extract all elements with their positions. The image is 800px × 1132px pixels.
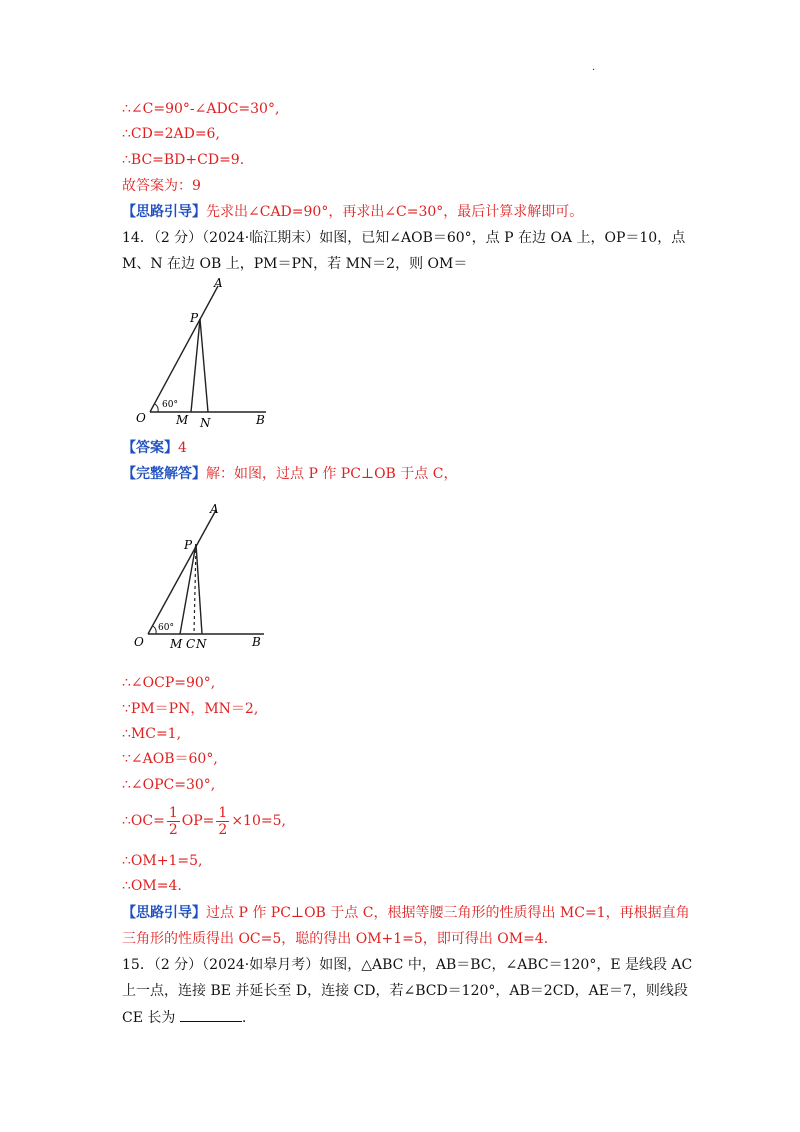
q14-answer bbox=[122, 438, 187, 458]
step-fraction bbox=[122, 804, 286, 838]
label-o: O bbox=[136, 411, 146, 425]
q15-line-1: 15．（2 分）（2024·如皋月考）如图，△ABC 中，AB＝BC，∠ABC＝120°，E 是线段 AC bbox=[122, 957, 693, 973]
solution-tag: 【完整解答】 bbox=[122, 466, 206, 482]
q15-line-2: 上一点，连接 BE 并延长至 D，连接 CD，若∠BCD＝120°，AB＝2CD，AE＝7，则线段 bbox=[122, 983, 688, 999]
q14-solution-intro bbox=[122, 464, 457, 484]
label-p: P bbox=[184, 538, 193, 552]
fraction-2 bbox=[216, 805, 229, 838]
q14-figure-2 bbox=[128, 500, 278, 656]
label-n: N bbox=[200, 416, 211, 430]
step-5: ∴∠OPC=30°, bbox=[122, 777, 216, 793]
label-m: M bbox=[176, 413, 189, 427]
hint-tag: 【思路引导】 bbox=[122, 905, 206, 921]
step-3: ∴MC=1, bbox=[122, 726, 182, 742]
answer-tag: 【答案】 bbox=[122, 440, 178, 456]
angle-arc bbox=[153, 626, 156, 634]
fraction-2-denominator: 2 bbox=[218, 821, 228, 838]
angle-arc bbox=[155, 404, 158, 412]
prev-solution-line-1: ∴∠C=90°-∠ADC=30°, bbox=[122, 101, 280, 117]
step-1: ∴∠OCP=90°, bbox=[122, 675, 216, 691]
answer-blank[interactable] bbox=[180, 1007, 242, 1022]
label-c: C bbox=[186, 637, 196, 651]
label-n: N bbox=[196, 637, 207, 651]
frac-mid: OP= bbox=[181, 813, 215, 829]
q15-line-3-prefix: CE 长为 bbox=[122, 1010, 176, 1026]
step-4: ∵∠AOB＝60°, bbox=[122, 751, 218, 767]
fraction-1-numerator: 1 bbox=[168, 804, 178, 821]
label-a: A bbox=[210, 502, 219, 516]
prev-hint-tag: 【思路引导】 bbox=[122, 204, 206, 220]
ray-oa bbox=[150, 286, 218, 412]
q15-line-3 bbox=[122, 1007, 246, 1028]
label-a: A bbox=[214, 276, 223, 290]
q15-line-3-suffix: . bbox=[241, 1010, 247, 1026]
label-o: O bbox=[134, 635, 144, 649]
prev-hint bbox=[122, 202, 583, 222]
prev-solution-line-2: ∴CD=2AD=6, bbox=[122, 126, 220, 142]
answer-value: 4 bbox=[178, 440, 187, 456]
step-2: ∵PM＝PN，MN＝2, bbox=[122, 701, 259, 717]
fraction-1-denominator: 2 bbox=[168, 821, 178, 838]
label-b: B bbox=[256, 413, 265, 427]
segment-pn bbox=[196, 544, 202, 634]
q14-line-1: 14．（2 分）（2024·临江期末）如图，已知∠AOB＝60°，点 P 在边 OA 上，OP＝10，点 bbox=[122, 230, 686, 246]
frac-prefix: ∴OC= bbox=[122, 813, 165, 829]
q14-hint-line-2: 三角形的性质得出 OC=5，聪的得出 OM+1=5，即可得出 OM=4. bbox=[122, 931, 549, 947]
fraction-2-numerator: 1 bbox=[218, 804, 228, 821]
label-angle: 60° bbox=[162, 400, 178, 410]
q14-hint-line-1 bbox=[122, 903, 690, 923]
header-mark: . bbox=[592, 62, 596, 73]
label-p: P bbox=[190, 311, 199, 325]
q14-line-2: M、N 在边 OB 上，PM＝PN，若 MN＝2，则 OM＝ bbox=[122, 256, 468, 272]
step-6: ∴OM+1=5, bbox=[122, 853, 203, 869]
label-b: B bbox=[252, 635, 261, 649]
label-angle: 60° bbox=[158, 623, 174, 633]
segment-pm bbox=[180, 544, 196, 634]
prev-answer: 故答案为：9 bbox=[122, 178, 201, 194]
segment-pn bbox=[200, 319, 208, 412]
frac-suffix: ×10=5, bbox=[231, 813, 286, 829]
fraction-1 bbox=[167, 805, 180, 838]
label-m: M bbox=[170, 637, 183, 651]
solution-intro-text: 解：如图，过点 P 作 PC⊥OB 于点 C， bbox=[206, 466, 458, 482]
prev-solution-line-3: ∴BC=BD+CD=9. bbox=[122, 152, 245, 168]
prev-hint-text: 先求出∠CAD=90°，再求出∠C=30°，最后计算求解即可。 bbox=[206, 204, 584, 220]
ray-oa bbox=[148, 510, 216, 634]
step-7: ∴OM=4. bbox=[122, 878, 182, 894]
hint-text-1: 过点 P 作 PC⊥OB 于点 C，根据等腰三角形的性质得出 MC=1，再根据直角 bbox=[206, 905, 690, 921]
q14-figure-1 bbox=[130, 274, 280, 430]
